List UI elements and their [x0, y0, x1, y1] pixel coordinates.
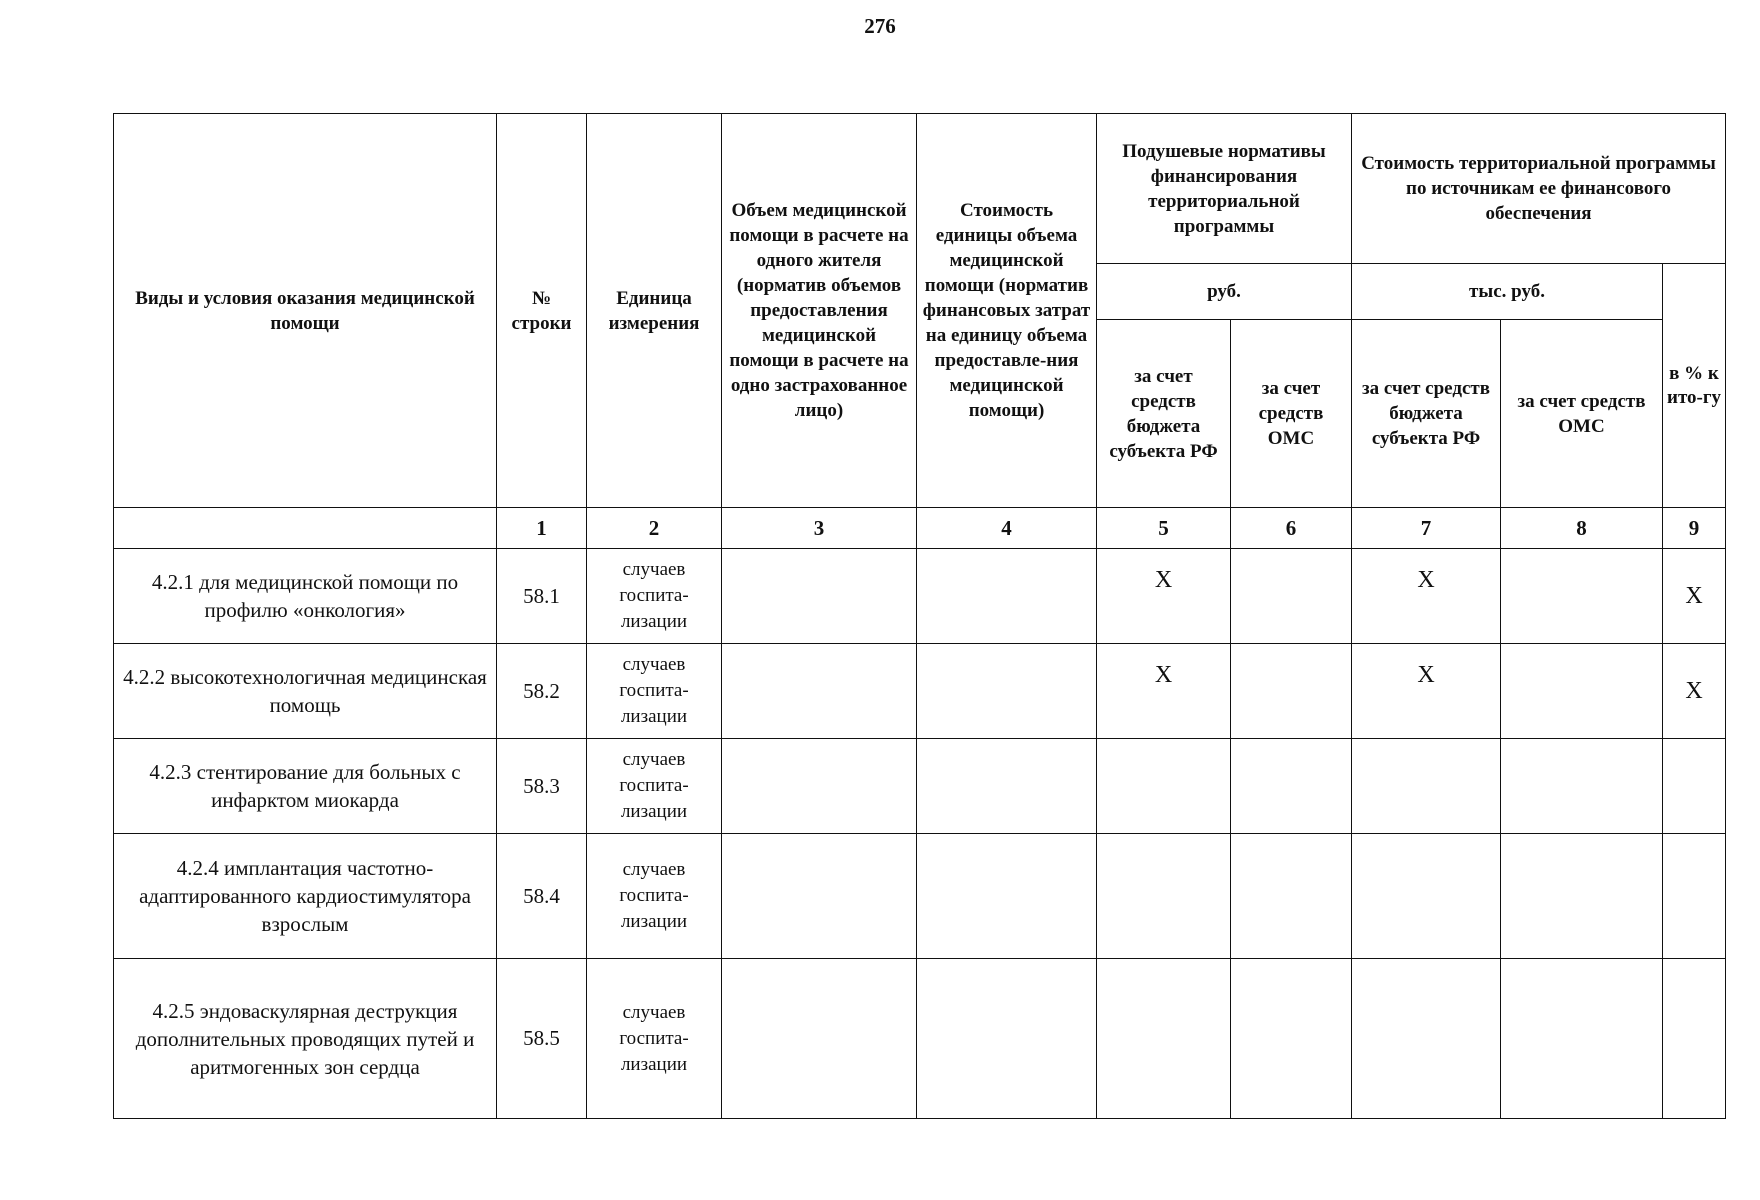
cell-col8 [1501, 549, 1663, 644]
column-number: 5 [1097, 508, 1231, 549]
header-line-no: № строки [497, 114, 587, 508]
header-percent: в % к ито-гу [1663, 264, 1726, 508]
row-line-number: 58.3 [497, 739, 587, 834]
column-number: 2 [587, 508, 722, 549]
column-number: 1 [497, 508, 587, 549]
cell-col6 [1231, 959, 1352, 1119]
cell-col3 [722, 644, 917, 739]
header-per-capita: Подушевые нормативы финансирования территориальной программы [1097, 114, 1352, 264]
column-numbers-row [114, 508, 1726, 549]
cell-col3 [722, 959, 917, 1119]
table-row [114, 739, 1726, 834]
column-number: 3 [722, 508, 917, 549]
row-name: 4.2.5 эндоваскулярная деструкция дополнительных проводящих путей и аритмогенных зон сердца [114, 959, 497, 1119]
cell-col9 [1663, 834, 1726, 959]
header-volume: Объем медицинской помощи в расчете на одного жителя (норматив объемов предоставления медицинской помощи в расчете на одно застрахованное лицо) [722, 114, 917, 508]
column-number: 4 [917, 508, 1097, 549]
cell-col8 [1501, 834, 1663, 959]
column-number-blank [114, 508, 497, 549]
row-unit: случаев госпита-лизации [587, 834, 722, 959]
cell-col8 [1501, 739, 1663, 834]
cell-col5: X [1097, 644, 1231, 739]
table-row [114, 644, 1726, 739]
cell-col3 [722, 834, 917, 959]
header-cost-unit: Стоимость единицы объема медицинской помощи (норматив финансовых затрат на единицу объема предоставле-ния медицинской помощи) [917, 114, 1097, 508]
cell-col4 [917, 739, 1097, 834]
column-number: 7 [1352, 508, 1501, 549]
cell-col4 [917, 644, 1097, 739]
header-oms-6: за счет средств ОМС [1231, 320, 1352, 508]
page-number: 276 [864, 14, 896, 38]
column-number: 8 [1501, 508, 1663, 549]
row-unit: случаев госпита-лизации [587, 739, 722, 834]
cell-col9 [1663, 739, 1726, 834]
cell-col3 [722, 549, 917, 644]
header-budget-rf-7: за счет средств бюджета субъекта РФ [1352, 320, 1501, 508]
cell-col5 [1097, 959, 1231, 1119]
cell-col7 [1352, 739, 1501, 834]
header-thous-rub: тыс. руб. [1352, 264, 1663, 320]
row-line-number: 58.2 [497, 644, 587, 739]
row-line-number: 58.4 [497, 834, 587, 959]
header-oms-8: за счет средств ОМС [1501, 320, 1663, 508]
header-program-cost: Стоимость территориальной программы по источникам ее финансового обеспечения [1352, 114, 1726, 264]
cell-col8 [1501, 959, 1663, 1119]
row-name: 4.2.1 для медицинской помощи по профилю «онкология» [114, 549, 497, 644]
cell-col9 [1663, 959, 1726, 1119]
cell-col6 [1231, 644, 1352, 739]
cell-col7 [1352, 959, 1501, 1119]
header-unit: Единица измерения [587, 114, 722, 508]
cell-col4 [917, 834, 1097, 959]
header-kind: Виды и условия оказания медицинской помощи [114, 114, 497, 508]
column-number: 6 [1231, 508, 1352, 549]
table-row [114, 834, 1726, 959]
table-row [114, 549, 1726, 644]
cell-col3 [722, 739, 917, 834]
financing-table [113, 113, 1726, 1119]
cell-col6 [1231, 834, 1352, 959]
column-number: 9 [1663, 508, 1726, 549]
row-unit: случаев госпита-лизации [587, 549, 722, 644]
cell-col5 [1097, 739, 1231, 834]
header-rub: руб. [1097, 264, 1352, 320]
row-name: 4.2.2 высокотехнологичная медицинская помощь [114, 644, 497, 739]
cell-col9: X [1663, 644, 1726, 739]
header-budget-rf-5: за счет средств бюджета субъекта РФ [1097, 320, 1231, 508]
row-line-number: 58.1 [497, 549, 587, 644]
row-name: 4.2.3 стентирование для больных с инфарктом миокарда [114, 739, 497, 834]
row-unit: случаев госпита-лизации [587, 959, 722, 1119]
row-line-number: 58.5 [497, 959, 587, 1119]
cell-col4 [917, 959, 1097, 1119]
cell-col4 [917, 549, 1097, 644]
table-row [114, 959, 1726, 1119]
cell-col7: X [1352, 644, 1501, 739]
row-name: 4.2.4 имплантация частотно-адаптированного кардиостимулятора взрослым [114, 834, 497, 959]
cell-col7 [1352, 834, 1501, 959]
row-unit: случаев госпита-лизации [587, 644, 722, 739]
cell-col5: X [1097, 549, 1231, 644]
cell-col6 [1231, 739, 1352, 834]
cell-col7: X [1352, 549, 1501, 644]
cell-col6 [1231, 549, 1352, 644]
cell-col5 [1097, 834, 1231, 959]
cell-col8 [1501, 644, 1663, 739]
cell-col9: X [1663, 549, 1726, 644]
